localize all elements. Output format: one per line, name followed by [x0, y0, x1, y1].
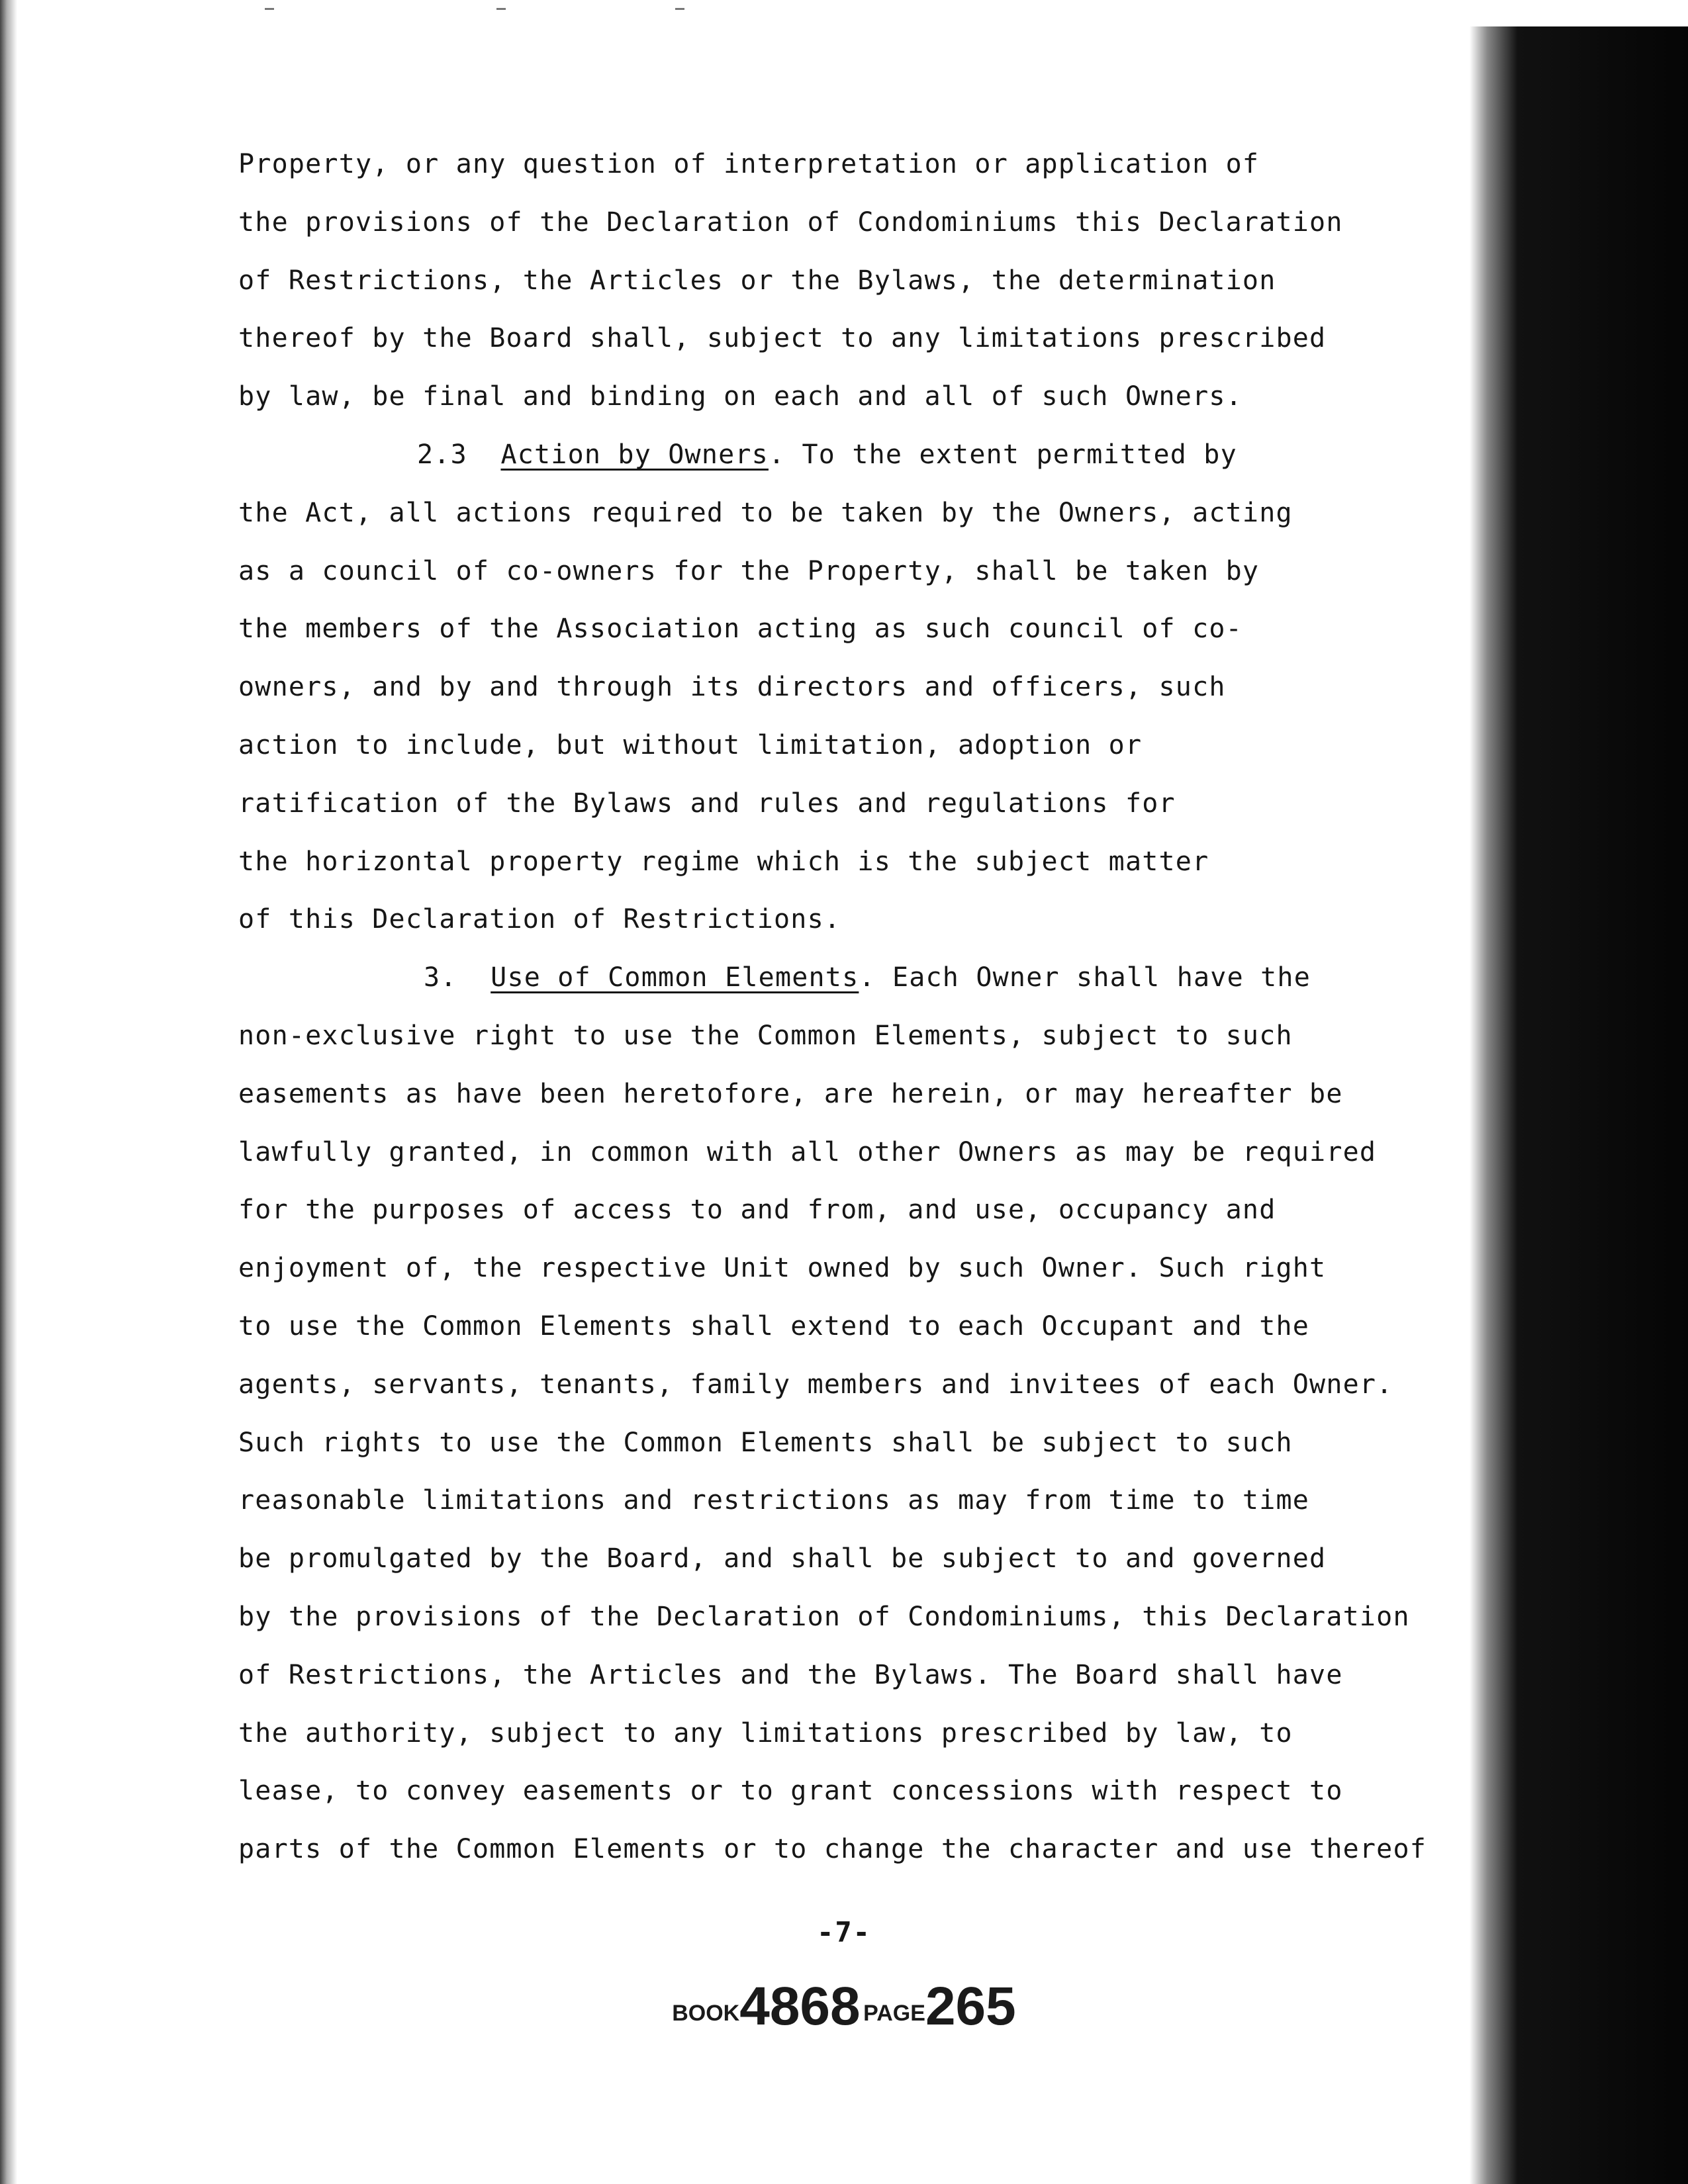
text-line: as a council of co-owners for the Property, shall be taken by	[238, 555, 1260, 586]
book-number: 4868	[739, 1976, 861, 2036]
text-line: . Each Owner shall have the	[859, 962, 1311, 993]
text-line: by the provisions of the Declaration of Condominiums, this Declaration	[238, 1601, 1410, 1632]
book-page-stamp	[0, 1976, 1688, 2038]
section-number: 2.3	[417, 439, 467, 470]
section-2-3	[238, 426, 1483, 949]
text-line: reasonable limitations and restrictions as may from time to time	[238, 1485, 1310, 1516]
text-line: of Restrictions, the Articles and the Bylaws. The Board shall have	[238, 1659, 1343, 1690]
text-line: lawfully granted, in common with all other Owners as may be required	[238, 1136, 1377, 1167]
section-heading-line	[238, 949, 1483, 1007]
text-line: to use the Common Elements shall extend to each Occupant and the	[238, 1310, 1310, 1342]
text-line: for the purposes of access to and from, and use, occupancy and	[238, 1195, 1276, 1226]
page-number: -7-	[817, 1916, 871, 1948]
section-number: 3.	[424, 962, 457, 993]
text-line: the Act, all actions required to be taken by the Owners, acting	[238, 497, 1293, 528]
text-line: the authority, subject to any limitations prescribed by law, to	[238, 1717, 1293, 1749]
scan-edge-right	[1470, 26, 1688, 2184]
text-line: lease, to convey easements or to grant concessions with respect to	[238, 1776, 1343, 1807]
scan-edge-left	[0, 0, 17, 2184]
text-line: Property, or any question of interpretation or application of	[238, 149, 1260, 179]
text-line: easements as have been heretofore, are herein, or may hereafter be	[238, 1078, 1343, 1109]
text-line: owners, and by and through its directors and officers, such	[238, 672, 1226, 703]
paragraph-continuation	[238, 136, 1483, 426]
section-3	[238, 949, 1483, 1879]
text-line: non-exclusive right to use the Common Elements, subject to such	[238, 1020, 1293, 1051]
text-line: ratification of the Bylaws and rules and regulations for	[238, 788, 1176, 819]
text-line: by law, be final and binding on each and all of such Owners.	[238, 381, 1243, 412]
text-line: action to include, but without limitation, adoption or	[238, 729, 1143, 760]
page-value: 265	[925, 1976, 1016, 2036]
document-body	[238, 136, 1483, 1879]
text-line: Such rights to use the Common Elements shall be subject to such	[238, 1427, 1293, 1458]
section-heading: Action by Owners	[500, 439, 769, 470]
section-heading-line	[238, 426, 1483, 484]
text-line: of this Declaration of Restrictions.	[238, 904, 841, 935]
text-line: the members of the Association acting as such council of co-	[238, 614, 1243, 645]
text-line: agents, servants, tenants, family members and invitees of each Owner.	[238, 1369, 1393, 1400]
text-line: be promulgated by the Board, and shall be subject to and governed	[238, 1543, 1327, 1574]
text-line: of Restrictions, the Articles or the Bylaws, the determination	[238, 265, 1276, 296]
scan-specks	[252, 0, 715, 20]
text-line: the horizontal property regime which is the subject matter	[238, 846, 1209, 877]
text-line: enjoyment of, the respective Unit owned by such Owner. Such right	[238, 1253, 1327, 1284]
text-line: thereof by the Board shall, subject to any limitations prescribed	[238, 323, 1327, 354]
section-heading: Use of Common Elements	[491, 962, 859, 993]
book-label: BOOK	[672, 2001, 740, 2026]
page-label: PAGE	[863, 2001, 925, 2026]
text-line: . To the extent permitted by	[768, 439, 1237, 470]
text-line: the provisions of the Declaration of Condominiums this Declaration	[238, 206, 1343, 238]
text-line: parts of the Common Elements or to change the character and use thereof	[238, 1834, 1427, 1865]
